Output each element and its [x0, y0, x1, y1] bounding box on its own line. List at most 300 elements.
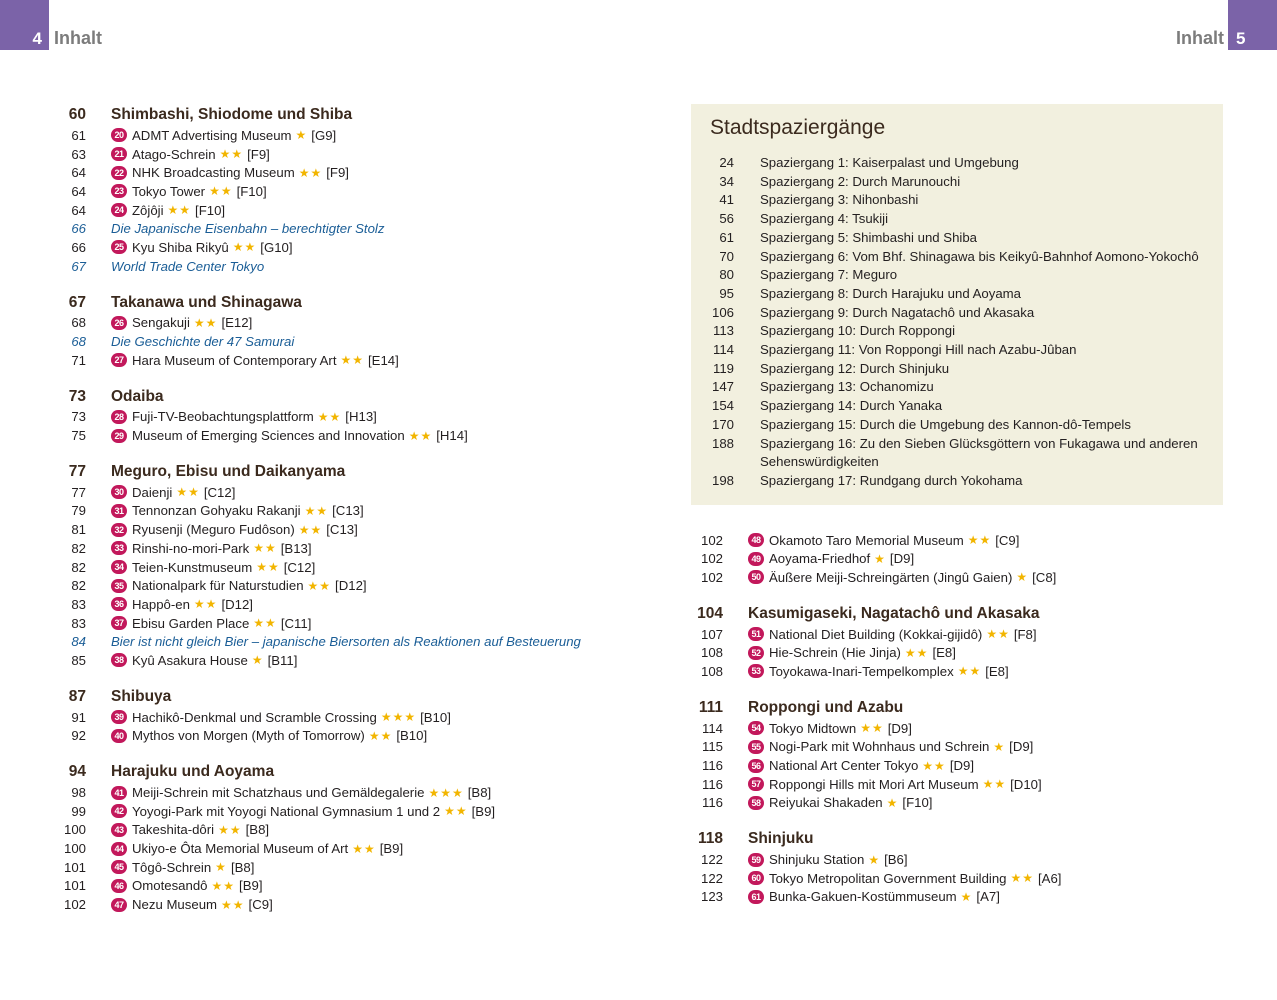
rating-stars: ★★	[219, 147, 244, 162]
map-reference: [F9]	[326, 165, 349, 181]
map-reference: [C13]	[332, 503, 364, 519]
sight-entry[interactable]	[111, 597, 253, 612]
walk-title-text: Spaziergang 7: Meguro	[760, 267, 898, 283]
toc-section	[680, 828, 1240, 906]
sight-entry[interactable]	[111, 203, 225, 218]
sight-entry-row	[40, 483, 640, 502]
entry-page: 116	[701, 758, 723, 773]
sight-number-badge: 44	[111, 842, 127, 856]
sight-name: Nezu Museum	[132, 897, 218, 913]
sight-name: Reiyukai Shakaden	[769, 795, 883, 811]
rating-stars: ★	[215, 860, 227, 875]
sight-entry-row	[40, 163, 640, 182]
map-reference: [B6]	[884, 852, 908, 868]
sight-entry[interactable]	[748, 721, 912, 736]
entry-page: 102	[63, 897, 86, 913]
sight-name: Tôgô-Schrein	[132, 859, 212, 875]
sight-entry-row	[40, 651, 640, 670]
sight-entry[interactable]	[111, 578, 367, 593]
sight-entry[interactable]	[111, 541, 312, 556]
map-reference: [H14]	[436, 428, 468, 444]
rating-stars: ★	[874, 551, 886, 566]
map-reference: [B9]	[379, 841, 404, 857]
section-heading	[40, 292, 640, 314]
walk-title-text: Spaziergang 10: Durch Roppongi	[760, 323, 956, 339]
walk-title-text: Spaziergang 17: Rundgang durch Yokohama	[760, 472, 1023, 488]
map-reference: [D12]	[221, 596, 253, 612]
map-reference: [C8]	[1032, 569, 1057, 585]
section-page: 87	[68, 687, 86, 705]
sight-entry[interactable]	[111, 184, 267, 199]
sight-name: Kyû Asakura House	[132, 652, 248, 668]
sight-entry-row	[680, 869, 1240, 888]
walk-entry[interactable]	[691, 304, 1223, 323]
sight-entry[interactable]	[748, 871, 1061, 886]
entry-page: 64	[71, 202, 86, 218]
sight-entry[interactable]	[748, 533, 1019, 548]
walk-entry[interactable]	[691, 397, 1223, 416]
rating-stars: ★★	[957, 664, 982, 679]
entry-page: 75	[71, 428, 86, 444]
running-header-right: Inhalt	[1176, 28, 1224, 48]
walk-entry[interactable]	[691, 360, 1223, 379]
map-reference: [C9]	[248, 897, 273, 913]
sight-entry[interactable]	[111, 878, 263, 893]
sight-entry[interactable]	[748, 627, 1037, 642]
entry-page: 67	[71, 258, 86, 274]
sight-name: Meiji-Schrein mit Schatzhaus und Gemäldegalerie	[132, 785, 425, 801]
sight-entry-row	[680, 756, 1240, 775]
rating-stars: ★★	[253, 616, 277, 631]
map-reference: [D9]	[889, 551, 915, 567]
feature-article-title[interactable]: Die Japanische Eisenbahn – berechtigter Stolz	[111, 221, 385, 237]
entry-page: 102	[700, 569, 723, 585]
section-title[interactable]: Roppongi und Azabu	[748, 698, 904, 716]
map-reference: [D10]	[1010, 776, 1042, 792]
sight-name: ADMT Advertising Museum	[132, 127, 292, 143]
map-reference: [D9]	[949, 758, 974, 773]
map-reference: [B10]	[420, 709, 451, 725]
sight-entry-row	[680, 888, 1240, 907]
sight-number-badge: 24	[111, 203, 127, 217]
sight-number-badge: 55	[748, 740, 764, 754]
sight-number-badge: 43	[111, 823, 127, 837]
sight-number-badge: 57	[748, 777, 764, 791]
sight-entry[interactable]	[111, 804, 495, 819]
section-page: 111	[698, 698, 723, 716]
sight-entry-row	[40, 426, 640, 445]
walk-entry[interactable]	[691, 173, 1223, 192]
sight-entry[interactable]	[111, 485, 235, 500]
walk-page: 106	[711, 304, 734, 320]
walk-title-text: Spaziergang 5: Shimbashi und Shiba	[760, 229, 978, 245]
entry-page: 73	[71, 409, 86, 425]
sight-number-badge: 46	[111, 879, 127, 893]
sight-entry[interactable]	[111, 897, 273, 912]
sight-number-badge: 29	[111, 429, 127, 443]
entry-page: 102	[700, 551, 723, 567]
rating-stars: ★★	[317, 409, 342, 424]
sight-entry-row	[40, 201, 640, 220]
sight-entry-row	[40, 314, 640, 333]
page-number-tab-right	[1228, 0, 1277, 50]
sight-entry-row	[40, 238, 640, 257]
rating-stars: ★	[993, 739, 1006, 754]
sight-number-badge: 25	[111, 240, 127, 254]
walk-page: 70	[719, 248, 734, 264]
sight-name: Hie-Schrein (Hie Jinja)	[769, 645, 901, 661]
entry-page: 102	[700, 532, 723, 548]
rating-stars: ★★	[304, 503, 329, 518]
feature-article-row	[40, 219, 640, 238]
section-page: 77	[68, 462, 86, 480]
sight-entry-row	[680, 643, 1240, 662]
sight-number-badge: 56	[748, 759, 764, 773]
entry-page: 82	[71, 559, 86, 575]
sight-name: Fuji-TV-Beobachtungsplattform	[132, 409, 314, 425]
map-reference: [E14]	[368, 352, 399, 368]
sight-entry[interactable]	[111, 728, 427, 743]
walk-page: 34	[719, 173, 734, 189]
walk-entry[interactable]	[691, 154, 1223, 173]
sight-name: NHK Broadcasting Museum	[132, 165, 295, 181]
map-reference: [F9]	[247, 146, 270, 162]
sight-entry[interactable]	[111, 522, 358, 537]
walk-entry[interactable]	[691, 322, 1223, 341]
sight-number-badge: 32	[111, 523, 127, 537]
sight-entry-row	[40, 182, 640, 201]
sight-name: Ryusenji (Meguro Fudôson)	[132, 522, 295, 538]
walk-page: 170	[711, 416, 734, 432]
feature-article-title[interactable]: Bier ist nicht gleich Bier – japanische Biersorten als Reaktionen auf Besteuerung	[111, 634, 581, 650]
sight-name: Aoyama-Friedhof	[769, 551, 871, 567]
entry-page: 82	[71, 540, 86, 556]
section-page: 104	[697, 604, 723, 622]
rating-stars: ★	[886, 795, 899, 810]
walk-title-text: Spaziergang 2: Durch Marunouchi	[760, 173, 961, 189]
sight-number-badge: 37	[111, 616, 127, 630]
sight-name: Tennonzan Gohyaku Rakanji	[132, 503, 301, 519]
sight-entry[interactable]	[111, 841, 403, 856]
sight-entry-row	[680, 531, 1240, 550]
sight-entry-row	[40, 783, 640, 802]
entry-page: 107	[700, 626, 723, 642]
sight-number-badge: 47	[111, 898, 127, 912]
sight-number-badge: 35	[111, 579, 127, 593]
sight-entry-row	[680, 662, 1240, 681]
sight-name: Roppongi Hills mit Mori Art Museum	[769, 776, 979, 792]
walk-page: 113	[712, 323, 734, 339]
rating-stars: ★★	[340, 353, 364, 368]
rating-stars: ★★	[211, 878, 236, 893]
rating-stars: ★★	[253, 541, 277, 556]
sight-entry[interactable]	[111, 616, 311, 631]
feature-article-row	[40, 632, 640, 651]
sight-entry[interactable]	[111, 560, 315, 575]
entry-page: 83	[71, 596, 86, 612]
map-reference: [E12]	[221, 315, 253, 331]
rating-stars: ★	[868, 852, 881, 867]
sight-number-badge: 49	[748, 552, 764, 566]
sight-name: Tokyo Midtown	[769, 720, 857, 736]
sight-entry[interactable]	[748, 645, 956, 660]
section-page: 118	[697, 830, 723, 848]
walk-page: 198	[711, 472, 734, 488]
walk-entry[interactable]	[691, 266, 1223, 285]
walk-page: 95	[719, 285, 734, 301]
entry-page: 84	[71, 634, 86, 650]
section-title[interactable]: Shimbashi, Shiodome und Shiba	[111, 106, 353, 123]
walk-entry[interactable]	[691, 378, 1223, 397]
sight-entry[interactable]	[748, 758, 974, 773]
sight-name: Omotesandô	[132, 878, 208, 894]
running-header-left: Inhalt	[54, 28, 102, 48]
entry-page: 61	[71, 127, 86, 143]
sight-number-badge: 48	[748, 533, 764, 547]
rating-stars: ★★	[444, 804, 468, 819]
sight-entry[interactable]	[111, 240, 293, 255]
section-heading	[680, 603, 1240, 625]
section-heading	[40, 761, 640, 783]
section-title[interactable]: Odaiba	[111, 387, 164, 405]
sight-entry-row	[40, 614, 640, 633]
sight-entry-row	[40, 558, 640, 577]
rating-stars: ★	[295, 128, 308, 143]
sight-entry[interactable]	[748, 739, 1033, 754]
section-title[interactable]: Takanawa und Shinagawa	[111, 293, 302, 311]
map-reference: [A6]	[1038, 870, 1062, 886]
toc-left-column	[40, 104, 640, 930]
walk-page: 80	[719, 267, 734, 283]
sight-entry[interactable]	[748, 570, 1056, 585]
entry-page: 68	[71, 315, 86, 331]
sight-number-badge: 53	[748, 664, 764, 678]
map-reference: [D9]	[1009, 739, 1034, 755]
section-title[interactable]: Shinjuku	[748, 830, 814, 848]
walk-title-text: Spaziergang 14: Durch Yanaka	[760, 398, 943, 414]
sight-number-badge: 42	[111, 804, 127, 818]
entry-page: 83	[71, 615, 86, 631]
sight-entry-row	[40, 408, 640, 427]
sight-entry[interactable]	[111, 428, 468, 443]
map-reference: [E8]	[932, 645, 956, 661]
section-title[interactable]: Meguro, Ebisu und Daikanyama	[111, 462, 346, 480]
walk-title-text: Spaziergang 4: Tsukiji	[760, 211, 889, 227]
sight-name: Museum of Emerging Sciences and Innovation	[132, 428, 405, 444]
walk-title-text: Spaziergang 11: Von Roppongi Hill nach Azabu-Jûban	[760, 342, 1077, 358]
sight-name: Hachikô-Denkmal und Scramble Crossing	[132, 709, 377, 725]
rating-stars: ★★	[1010, 871, 1035, 886]
rating-stars: ★★	[256, 560, 280, 575]
sight-number-badge: 22	[111, 166, 127, 180]
walk-entry[interactable]	[691, 210, 1223, 229]
walk-page: 24	[719, 155, 734, 170]
map-reference: [F10]	[195, 202, 226, 218]
feature-article-title[interactable]: Die Geschichte der 47 Samurai	[111, 334, 295, 350]
entry-page: 100	[63, 841, 86, 857]
map-reference: [D9]	[887, 720, 912, 736]
walk-entry[interactable]	[691, 248, 1223, 267]
sight-entry-row	[680, 549, 1240, 568]
walk-entry[interactable]	[691, 229, 1223, 248]
sight-number-badge: 34	[111, 560, 127, 574]
feature-article-row	[40, 257, 640, 276]
walk-entry[interactable]	[691, 191, 1223, 210]
sight-entry[interactable]	[748, 889, 1000, 904]
sight-name: Tokyo Metropolitan Government Building	[769, 870, 1007, 886]
sight-entry[interactable]	[748, 852, 908, 867]
map-reference: [G9]	[311, 127, 337, 143]
sight-entry-row	[40, 595, 640, 614]
sight-entry[interactable]	[111, 315, 252, 330]
rating-stars: ★★	[904, 645, 929, 660]
toc-section	[40, 686, 640, 745]
rating-stars: ★★	[860, 721, 884, 736]
sight-entry[interactable]	[111, 128, 336, 143]
walk-page: 119	[712, 360, 734, 376]
sight-name: Kyu Shiba Rikyû	[132, 239, 229, 255]
section-page: 60	[68, 106, 86, 123]
walk-entry[interactable]	[691, 416, 1223, 435]
rating-stars: ★★	[193, 315, 218, 330]
section-heading	[40, 686, 640, 708]
rating-stars: ★★	[368, 728, 393, 743]
sight-entry[interactable]	[111, 409, 377, 424]
sight-number-badge: 50	[748, 570, 764, 584]
rating-stars: ★★	[209, 184, 233, 199]
walk-title-text: Spaziergang 13: Ochanomizu	[760, 379, 934, 395]
sight-entry[interactable]	[748, 551, 914, 566]
sight-entry[interactable]	[111, 353, 399, 368]
sight-name: Okamoto Taro Memorial Museum	[769, 532, 964, 548]
section-page: 94	[68, 763, 86, 781]
page-number-left: 4	[32, 29, 42, 48]
rating-stars: ★★	[176, 485, 200, 500]
sight-entry[interactable]	[111, 503, 364, 518]
sight-name: National Art Center Tokyo	[769, 758, 919, 773]
walk-entry[interactable]	[691, 472, 1223, 491]
sight-name: Nationalpark für Naturstudien	[132, 578, 304, 594]
sight-name: Atago-Schrein	[132, 146, 216, 162]
entry-page: 66	[71, 221, 86, 237]
sight-entry[interactable]	[748, 777, 1042, 792]
section-title[interactable]: Shibuya	[111, 687, 172, 705]
entry-page: 116	[701, 776, 723, 792]
sight-name: Yoyogi-Park mit Yoyogi National Gymnasium 1 und 2	[132, 803, 441, 819]
walk-title-text: Spaziergang 1: Kaiserpalast und Umgebung	[760, 155, 1019, 170]
sight-entry[interactable]	[111, 785, 491, 800]
sight-entry[interactable]	[111, 822, 269, 837]
map-reference: [G10]	[260, 239, 293, 255]
sight-entry-row	[680, 625, 1240, 644]
entry-page: 81	[71, 522, 86, 538]
toc-section	[680, 531, 1240, 587]
sight-entry-row	[40, 351, 640, 370]
walk-title-text: Spaziergang 9: Durch Nagatachô und Akasaka	[760, 304, 1035, 320]
sight-number-badge: 60	[748, 871, 764, 885]
sight-name: Happô-en	[132, 596, 190, 612]
entry-page: 114	[701, 720, 723, 736]
sight-number-badge: 23	[111, 184, 127, 198]
sight-entry-row	[680, 794, 1240, 813]
feature-article-row	[40, 332, 640, 351]
map-reference: [B9]	[471, 803, 496, 819]
walk-title-text: Spaziergang 12: Durch Shinjuku	[760, 360, 950, 376]
walk-page: 188	[711, 435, 734, 451]
sight-number-badge: 36	[111, 597, 127, 611]
toc-section	[40, 761, 640, 914]
sight-number-badge: 61	[748, 890, 764, 904]
toc-section	[680, 697, 1240, 812]
map-reference: [B8]	[230, 859, 255, 875]
rating-stars: ★★	[922, 758, 946, 773]
walk-entry[interactable]	[691, 285, 1223, 304]
rating-stars: ★	[251, 653, 264, 668]
sight-entry[interactable]	[111, 147, 270, 162]
page-number-tab-left	[0, 0, 49, 50]
sight-entry-row	[40, 539, 640, 558]
walk-title-text: Spaziergang 6: Vom Bhf. Shinagawa bis Keikyû-Bahnhof Aomono-Yokochô	[760, 248, 1199, 264]
map-reference: [F10]	[236, 183, 267, 199]
map-reference: [B13]	[280, 540, 312, 556]
walk-page: 61	[719, 229, 734, 245]
sight-entry-row	[40, 145, 640, 164]
walks-title: Stadtspaziergänge	[710, 116, 886, 139]
rating-stars: ★★	[232, 240, 257, 255]
entry-page: 98	[71, 785, 86, 801]
sight-entry-row	[40, 502, 640, 521]
rating-stars: ★★	[218, 822, 242, 837]
map-reference: [B11]	[267, 652, 298, 668]
sight-entry[interactable]	[111, 860, 254, 875]
sight-entry-row	[40, 520, 640, 539]
toc-section	[680, 603, 1240, 681]
entry-page: 79	[71, 503, 86, 519]
map-reference: [B8]	[467, 785, 492, 801]
sight-entry[interactable]	[111, 710, 451, 725]
entry-page: 108	[700, 663, 723, 679]
section-title[interactable]: Kasumigaseki, Nagatachô und Akasaka	[748, 604, 1040, 622]
walk-entry[interactable]	[691, 341, 1223, 360]
section-page: 67	[68, 293, 86, 311]
sight-number-badge: 30	[111, 485, 127, 499]
rating-stars: ★★★	[428, 785, 464, 800]
sight-number-badge: 28	[111, 410, 127, 424]
sight-name: Toyokawa-Inari-Tempelkomplex	[769, 663, 954, 679]
sight-entry[interactable]	[748, 795, 932, 810]
sight-entry[interactable]	[111, 165, 349, 180]
sight-name: Takeshita-dôri	[132, 822, 215, 838]
walk-title-text: Spaziergang 3: Nihonbashi	[760, 192, 919, 208]
toc-section	[40, 461, 640, 670]
map-reference: [F8]	[1013, 626, 1037, 642]
sight-number-badge: 58	[748, 796, 764, 810]
rating-stars: ★★	[352, 841, 376, 856]
entry-page: 116	[701, 795, 723, 811]
sight-number-badge: 45	[111, 860, 127, 874]
section-title[interactable]: Harajuku und Aoyama	[111, 763, 275, 781]
sight-number-badge: 20	[111, 128, 127, 142]
sight-number-badge: 31	[111, 504, 127, 518]
rating-stars: ★★	[307, 578, 332, 593]
sight-entry-row	[40, 802, 640, 821]
entry-page: 64	[71, 183, 86, 199]
feature-article-title[interactable]: World Trade Center Tokyo	[111, 258, 265, 274]
entry-page: 82	[71, 578, 86, 594]
sight-entry[interactable]	[111, 653, 297, 668]
walk-entry[interactable]	[691, 435, 1223, 472]
sight-entry[interactable]	[748, 664, 1009, 679]
